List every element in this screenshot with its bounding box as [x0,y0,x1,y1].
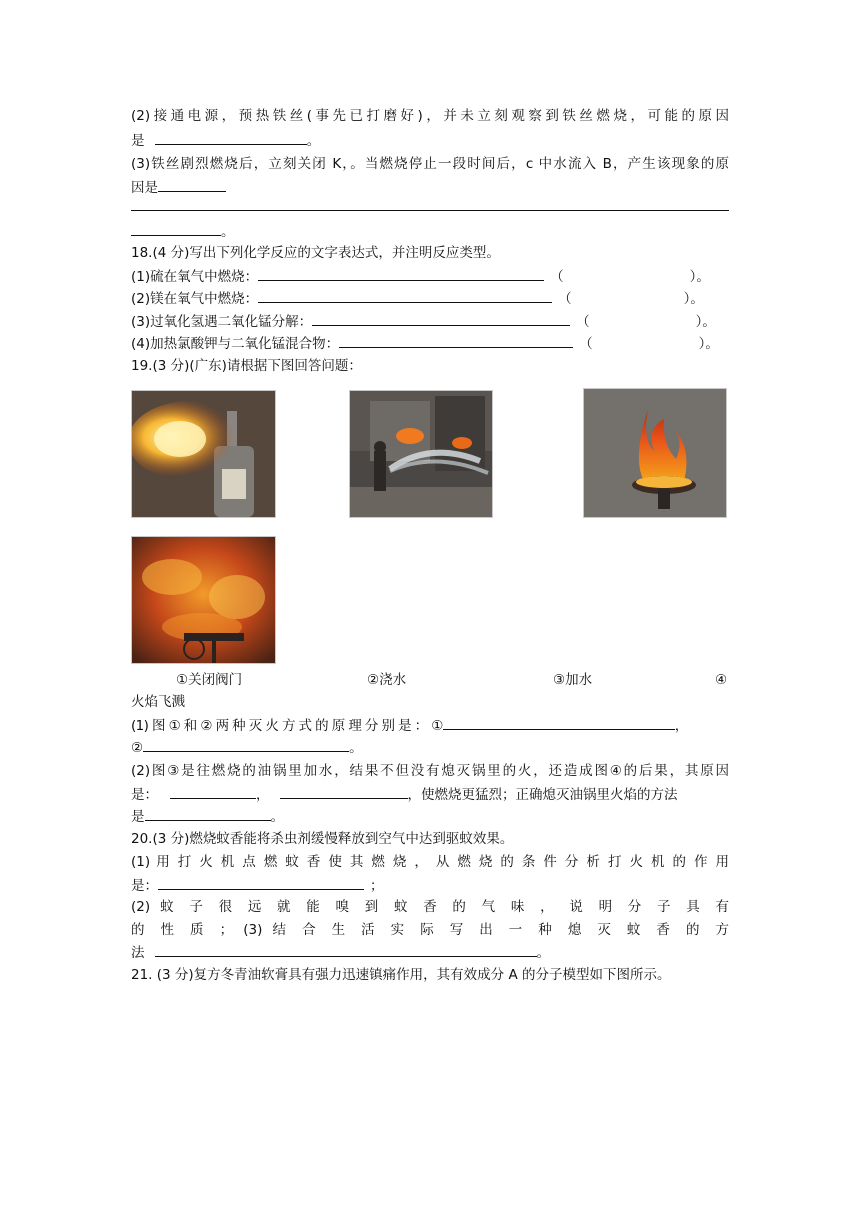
q19-title: 19.(3 分)(广东)请根据下图回答问题： [131,358,362,374]
q20-part1-end: ； [370,878,384,894]
q20-part3-prefix: 法 [131,945,145,961]
q18-item-3-open: （ [576,314,590,330]
q19-part1-comma: ， [674,718,689,734]
q19-part2-line2 [131,784,729,805]
q19-part2-middle: ，使燃烧更猛烈；正确熄灭油锅里火焰的方法 [407,787,678,803]
q19-part2-end: 。 [270,809,284,825]
q18-item-1-open: （ [550,269,564,285]
q17-part3-prefix: 因是 [131,180,158,196]
caption-water: ②浇水 [367,672,407,688]
q20-part1-answer-blank[interactable] [158,875,364,890]
q19-part1-line2 [131,737,729,758]
q20-part3-line [131,942,729,963]
q18-item-1-expression-blank[interactable] [258,266,544,281]
q19-part2-answer-blank-2[interactable] [280,784,408,799]
q18-item-3 [131,311,729,332]
photo-gas-cylinder-fire [131,390,276,518]
q17-part2-end: 。 [306,133,321,149]
q18-item-4 [131,333,729,354]
q19-part2-answer-blank-3[interactable] [145,806,271,821]
caption-add-water: ③加水 [553,672,593,688]
flame-spatter-image [132,537,275,663]
gas-cylinder-fire-image [132,391,275,517]
q20-part1-line2 [131,875,729,896]
q17-part3-answer-blank[interactable] [158,177,226,192]
q18-title: 18.(4 分)写出下列化学反应的文字表达式，并注明反应类型。 [131,245,500,261]
q18-item-4-expression-blank[interactable] [339,333,573,348]
q17-part2-prefix: 是 [131,133,145,149]
q20-part2-line1: (2) 蚊 子 很 远 就 能 嗅 到 蚊 香 的 气 味 ， 说 明 分 子 具 有 [131,899,729,915]
q19-part1-line1 [131,715,729,736]
q18-item-4-label: (4)加热氯酸钾与二氧化锰混合物： [131,336,340,352]
photo-oil-pan-fire [583,388,727,518]
oil-pan-fire-image [584,389,726,517]
q19-part2-method-prefix: 是 [131,809,145,825]
q19-part1-end: 。 [349,740,363,756]
q19-part1-prefix: (1) 图 ① 和 ② 两 种 灭 火 方 式 的 原 理 分 别 是 ： ① [131,718,443,734]
q17-part3-end: 。 [221,224,235,240]
q19-part2-line3 [131,806,729,827]
q18-item-3-close: ）。 [695,314,716,330]
q20-title: 20.(3 分)燃烧蚊香能将杀虫剂缓慢释放到空气中达到驱蚊效果。 [131,831,514,847]
caption-close-valve: ①关闭阀门 [176,672,243,688]
q21-title: 21. (3 分)复方冬青油软膏具有强力迅速镇痛作用，其有效成分 A 的分子模型如下图所示。 [131,967,671,983]
q17-part3-answer-line[interactable] [131,210,729,211]
q17-part3-line2 [131,177,729,198]
q18-item-2-close: ）。 [683,291,704,307]
q17-part2-line2 [131,130,729,151]
q18-item-2-open: （ [558,291,572,307]
photo-firefighter-spraying [349,390,493,518]
q19-part2-comma: ， [256,787,270,803]
q17-part2-answer-blank[interactable] [155,130,307,145]
q20-part1-prefix: 是： [131,878,158,894]
q18-item-1 [131,266,729,287]
q20-part2-line2: 的 性 质 ； (3) 结 合 生 活 实 际 写 出 一 种 熄 灭 蚊 香 的 方 [131,922,729,938]
q19-part2-answer-blank-1[interactable] [170,784,256,799]
q19-part2-prefix: 是： [131,787,158,803]
q17-part3-line1: (3)铁丝剧烈燃烧后，立刻关闭 K，。当燃烧停止一段时间后，c 中水流入 B，产生该现象的原 [131,156,729,172]
q19-part1-mark-2: ② [131,740,144,756]
q19-part2-line1: (2)图③是往燃烧的油锅里加水，结果不但没有熄灭锅里的火，还造成图④的后果，其原因 [131,763,729,779]
q17-part3-answer-blank-2[interactable] [131,221,221,236]
q20-part3-end: 。 [536,945,550,961]
q18-item-4-open: （ [579,336,593,352]
q18-item-3-label: (3)过氧化氢遇二氧化锰分解： [131,314,313,330]
q18-item-2 [131,288,729,309]
q17-part3-line3 [131,221,729,242]
q18-item-2-expression-blank[interactable] [258,288,552,303]
q18-item-1-close: ）。 [689,269,710,285]
caption-flame-spatter-text: 火焰飞溅 [131,694,185,710]
q19-part1-answer-blank-2[interactable] [143,737,349,752]
q18-item-4-close: ）。 [698,336,719,352]
q17-part2-line1: (2)接通电源，预热铁丝(事先已打磨好)，并未立刻观察到铁丝燃烧，可能的原因 [131,108,729,124]
q20-part3-answer-blank[interactable] [155,942,537,957]
caption-flame-spatter-number: ④ [715,672,728,688]
q18-item-1-label: (1)硫在氧气中燃烧： [131,269,259,285]
q18-item-3-expression-blank[interactable] [312,311,570,326]
firefighter-spraying-image [350,391,492,517]
q19-part1-answer-blank-1[interactable] [443,715,675,730]
q18-item-2-label: (2)镁在氧气中燃烧： [131,291,259,307]
photo-flame-spatter [131,536,276,664]
q20-part1-line1: (1) 用 打 火 机 点 燃 蚊 香 使 其 燃 烧 ， 从 燃 烧 的 条 件 分 析 打 火 机 的 作 用 [131,854,729,870]
